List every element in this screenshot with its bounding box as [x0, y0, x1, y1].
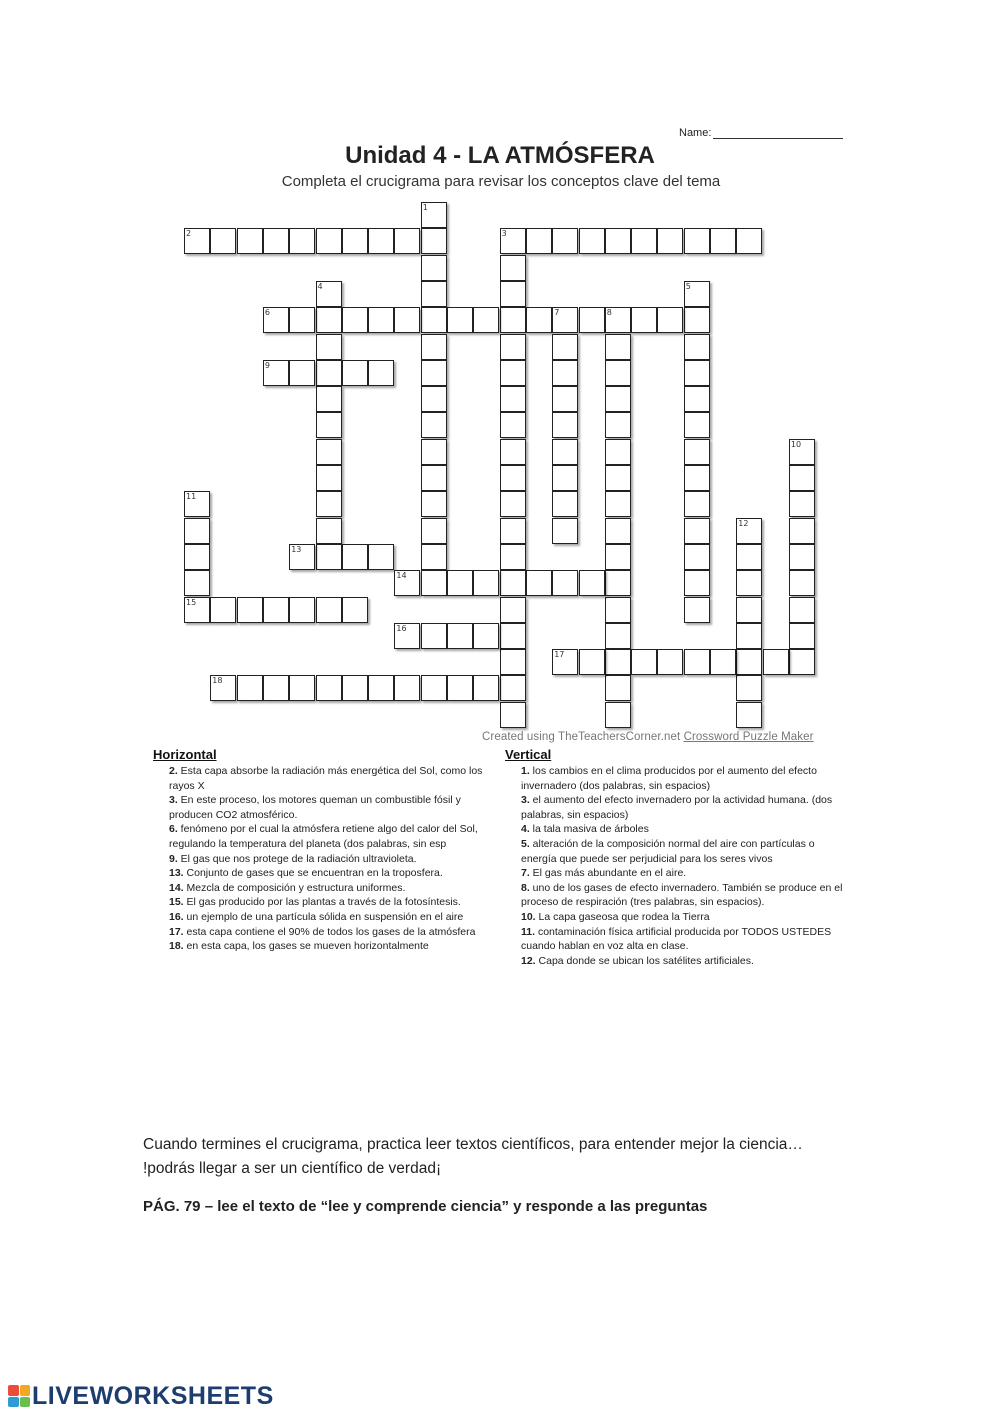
- crossword-cell[interactable]: [526, 307, 552, 333]
- crossword-cell-number: 4: [317, 281, 323, 291]
- vertical-clue-12: [505, 954, 850, 969]
- crossword-cell[interactable]: [605, 544, 631, 570]
- logo-tile-3: [8, 1397, 19, 1408]
- crossword-cell[interactable]: [736, 228, 762, 254]
- crossword-cell[interactable]: [579, 649, 605, 675]
- crossword-cell[interactable]: [500, 623, 526, 649]
- crossword-cell[interactable]: [316, 465, 342, 491]
- crossword-cell[interactable]: [421, 412, 447, 438]
- crossword-cell[interactable]: [657, 307, 683, 333]
- crossword-cell[interactable]: [579, 307, 605, 333]
- crossword-cell[interactable]: [657, 228, 683, 254]
- crossword-cell-number: 14: [396, 571, 407, 581]
- clue-text: contaminación física artificial producida por TODOS USTEDES cuando hablan en voz alta en clase.: [521, 925, 832, 953]
- crossword-cell[interactable]: [421, 202, 447, 228]
- crossword-cell-number: 17: [554, 650, 565, 660]
- crossword-cell[interactable]: [684, 360, 710, 386]
- crossword-cell[interactable]: [316, 360, 342, 386]
- crossword-cell[interactable]: [605, 518, 631, 544]
- crossword-cell-number: 16: [396, 623, 407, 633]
- crossword-cell[interactable]: [342, 307, 368, 333]
- crossword-cell[interactable]: [789, 544, 815, 570]
- crossword-cell[interactable]: [736, 597, 762, 623]
- horizontal-clue-9: [153, 852, 493, 867]
- crossword-cell[interactable]: [184, 518, 210, 544]
- crossword-cell[interactable]: [289, 360, 315, 386]
- crossword-cell[interactable]: [789, 649, 815, 675]
- horizontal-clue-17: [153, 925, 493, 940]
- crossword-cell[interactable]: [684, 518, 710, 544]
- crossword-cell[interactable]: [421, 334, 447, 360]
- crossword-cell[interactable]: [789, 518, 815, 544]
- crossword-cell[interactable]: [552, 491, 578, 517]
- crossword-cell[interactable]: [789, 570, 815, 596]
- clue-text: esta capa contiene el 90% de todos los gases de la atmósfera: [183, 925, 476, 938]
- clue-text: La capa gaseosa que rodea la Tierra: [535, 910, 710, 923]
- crossword-cell[interactable]: [500, 412, 526, 438]
- crossword-cell[interactable]: [263, 360, 289, 386]
- clue-number: 6.: [169, 823, 178, 836]
- crossword-cell[interactable]: [605, 228, 631, 254]
- crossword-cell[interactable]: [552, 360, 578, 386]
- crossword-cell[interactable]: [394, 623, 420, 649]
- horizontal-clue-2: [153, 764, 493, 793]
- vertical-clue-5: [505, 837, 850, 866]
- crossword-cell[interactable]: [316, 307, 342, 333]
- crossword-cell[interactable]: [763, 649, 789, 675]
- crossword-cell[interactable]: [552, 386, 578, 412]
- crossword-cell[interactable]: [316, 334, 342, 360]
- crossword-cell[interactable]: [552, 465, 578, 491]
- crossword-cell[interactable]: [184, 491, 210, 517]
- crossword-cell[interactable]: [473, 675, 499, 701]
- crossword-cell[interactable]: [605, 675, 631, 701]
- logo-tile-1: [8, 1385, 19, 1396]
- clue-text: los cambios en el clima producidos por el aumento del efecto invernadero (dos palabras, sin espacios): [521, 765, 817, 792]
- clue-number: 16.: [169, 910, 184, 923]
- page-subtitle: Completa el crucigrama para revisar los conceptos clave del tema: [281, 173, 721, 190]
- crossword-cell[interactable]: [447, 570, 473, 596]
- crossword-cell[interactable]: [421, 518, 447, 544]
- crossword-cell[interactable]: [789, 597, 815, 623]
- crossword-cell-number: 15: [186, 597, 197, 607]
- crossword-cell[interactable]: [552, 649, 578, 675]
- crossword-cell[interactable]: [263, 307, 289, 333]
- crossword-cell[interactable]: [631, 228, 657, 254]
- crossword-cell[interactable]: [579, 228, 605, 254]
- crossword-cell[interactable]: [736, 649, 762, 675]
- logo-tile-2: [20, 1385, 31, 1396]
- liveworksheets-logo-icon: [8, 1385, 30, 1407]
- crossword-cell[interactable]: [552, 307, 578, 333]
- clue-number: 15.: [169, 896, 184, 909]
- crossword-cell[interactable]: [394, 570, 420, 596]
- crossword-cell[interactable]: [605, 334, 631, 360]
- crossword-cell[interactable]: [684, 439, 710, 465]
- crossword-cell[interactable]: [605, 439, 631, 465]
- logo-tile-4: [20, 1397, 31, 1408]
- crossword-cell[interactable]: [710, 649, 736, 675]
- horizontal-clue-list: [153, 764, 493, 954]
- clue-number: 8.: [521, 881, 530, 894]
- crossword-cell[interactable]: [605, 360, 631, 386]
- crossword-cell[interactable]: [263, 597, 289, 623]
- crossword-cell[interactable]: [447, 623, 473, 649]
- crossword-credit: Created using TheTeachersCorner.net Crossword Puzzle Maker: [482, 731, 814, 743]
- crossword-cell[interactable]: [289, 307, 315, 333]
- clue-text: Esta capa absorbe la radiación más energética del Sol, como los rayos X: [169, 765, 483, 792]
- crossword-cell[interactable]: [736, 702, 762, 728]
- crossword-cell[interactable]: [263, 675, 289, 701]
- page-title: Unidad 4 - LA ATMÓSFERA: [345, 142, 655, 169]
- clue-text: Capa donde se ubican los satélites artificiales.: [535, 954, 754, 967]
- crossword-cell[interactable]: [394, 675, 420, 701]
- clue-text: uno de los gases de efecto invernadero. También se produce en el proceso de respiración (tres palabras, sin espacios).: [521, 881, 843, 909]
- clue-text: El gas más abundante en el aire.: [529, 867, 687, 880]
- crossword-cell[interactable]: [316, 544, 342, 570]
- horizontal-clue-6: [153, 822, 493, 851]
- crossword-cell[interactable]: [237, 597, 263, 623]
- crossword-cell[interactable]: [552, 334, 578, 360]
- crossword-cell[interactable]: [736, 623, 762, 649]
- crossword-cell[interactable]: [526, 570, 552, 596]
- crossword-cell[interactable]: [368, 228, 394, 254]
- crossword-cell[interactable]: [605, 597, 631, 623]
- crossword-cell[interactable]: [289, 597, 315, 623]
- horizontal-clue-15: [153, 895, 493, 910]
- crossword-cell[interactable]: [579, 570, 605, 596]
- crossword-cell[interactable]: [500, 518, 526, 544]
- clue-number: 10.: [521, 910, 536, 923]
- crossword-cell[interactable]: [394, 307, 420, 333]
- vertical-clues-title: Vertical: [505, 747, 552, 762]
- crossword-grid: [184, 202, 814, 730]
- crossword-cell[interactable]: [421, 360, 447, 386]
- horizontal-clue-3: [153, 793, 493, 822]
- clue-number: 2.: [169, 765, 178, 777]
- clue-number: 11.: [521, 925, 536, 938]
- crossword-cell[interactable]: [184, 597, 210, 623]
- clue-number: 3.: [169, 794, 178, 807]
- crossword-cell[interactable]: [684, 281, 710, 307]
- clue-text: el aumento del efecto invernadero por la actividad humana. (dos palabras, sin espacios): [521, 794, 833, 821]
- crossword-cell[interactable]: [605, 465, 631, 491]
- crossword-cell[interactable]: [263, 228, 289, 254]
- crossword-cell[interactable]: [552, 228, 578, 254]
- crossword-cell[interactable]: [500, 702, 526, 728]
- vertical-clues: [505, 747, 850, 968]
- crossword-cell[interactable]: [500, 675, 526, 701]
- crossword-cell[interactable]: [684, 412, 710, 438]
- clue-number: 13.: [169, 867, 184, 880]
- crossword-cell[interactable]: [684, 649, 710, 675]
- crossword-cell[interactable]: [500, 255, 526, 281]
- crossword-cell-number: 6: [264, 308, 270, 318]
- crossword-cell[interactable]: [421, 228, 447, 254]
- crossword-cell[interactable]: [789, 439, 815, 465]
- crossword-cell[interactable]: [421, 386, 447, 412]
- clue-text: alteración de la composición normal del aire con partículas o energía que puede ser perjudicial para los seres vivos: [521, 837, 815, 865]
- crossword-cell[interactable]: [289, 544, 315, 570]
- clue-text: En este proceso, los motores queman un combustible fósil y producen CO2 atmosférico.: [169, 794, 461, 821]
- crossword-cell[interactable]: [684, 228, 710, 254]
- vertical-clue-10: [505, 910, 850, 925]
- name-field: [679, 127, 843, 139]
- vertical-clue-3: [505, 793, 850, 822]
- crossword-cell-number: 12: [738, 518, 749, 528]
- crossword-cell[interactable]: [500, 281, 526, 307]
- clue-number: 7.: [521, 867, 530, 880]
- clue-number: 12.: [521, 954, 536, 967]
- crossword-cell-number: 18: [212, 676, 223, 686]
- crossword-cell[interactable]: [500, 360, 526, 386]
- clue-number: 5.: [521, 837, 530, 850]
- crossword-cell[interactable]: [736, 544, 762, 570]
- crossword-cell[interactable]: [368, 307, 394, 333]
- crossword-cell-number: 2: [186, 229, 192, 239]
- crossword-cell[interactable]: [210, 597, 236, 623]
- name-label: Name:: [679, 127, 712, 139]
- crossword-cell[interactable]: [421, 623, 447, 649]
- crossword-cell[interactable]: [789, 465, 815, 491]
- crossword-cell[interactable]: [473, 623, 499, 649]
- crossword-cell[interactable]: [316, 439, 342, 465]
- crossword-cell-number: 3: [501, 229, 507, 239]
- crossword-cell[interactable]: [552, 570, 578, 596]
- liveworksheets-logo: [8, 1381, 274, 1411]
- crossword-cell[interactable]: [184, 570, 210, 596]
- crossword-cell-number: 7: [554, 308, 560, 318]
- clue-number: 1.: [521, 765, 530, 777]
- crossword-cell[interactable]: [526, 228, 552, 254]
- clue-number: 17.: [169, 925, 184, 938]
- crossword-cell[interactable]: [684, 386, 710, 412]
- crossword-cell[interactable]: [316, 597, 342, 623]
- crossword-cell[interactable]: [684, 570, 710, 596]
- crossword-cell[interactable]: [368, 360, 394, 386]
- crossword-cell[interactable]: [500, 307, 526, 333]
- crossword-cell[interactable]: [316, 386, 342, 412]
- crossword-cell[interactable]: [316, 518, 342, 544]
- crossword-cell[interactable]: [605, 649, 631, 675]
- crossword-cell[interactable]: [289, 675, 315, 701]
- crossword-cell[interactable]: [736, 675, 762, 701]
- crossword-cell[interactable]: [684, 334, 710, 360]
- crossword-cell[interactable]: [210, 228, 236, 254]
- crossword-cell[interactable]: [605, 623, 631, 649]
- crossword-cell[interactable]: [684, 465, 710, 491]
- clue-text: Mezcla de composición y estructura uniformes.: [183, 881, 406, 894]
- vertical-clue-8: [505, 881, 850, 910]
- crossword-cell[interactable]: [237, 228, 263, 254]
- instructions-paragraph: Cuando termines el crucigrama, practica leer textos científicos, para entender mejor la ciencia… !podrás llegar a ser un científico de verdad¡: [143, 1136, 803, 1177]
- crossword-cell[interactable]: [657, 649, 683, 675]
- crossword-cell[interactable]: [342, 228, 368, 254]
- crossword-cell[interactable]: [210, 675, 236, 701]
- clue-number: 14.: [169, 881, 184, 894]
- crossword-cell[interactable]: [710, 228, 736, 254]
- clue-number: 3.: [521, 794, 530, 807]
- crossword-cell[interactable]: [552, 518, 578, 544]
- crossword-cell[interactable]: [342, 360, 368, 386]
- horizontal-clue-18: [153, 939, 493, 954]
- horizontal-clue-13: [153, 866, 493, 881]
- horizontal-clues-title: Horizontal: [153, 747, 217, 762]
- clue-number: 18.: [169, 940, 184, 953]
- crossword-cell[interactable]: [421, 465, 447, 491]
- crossword-cell[interactable]: [789, 623, 815, 649]
- crossword-cell[interactable]: [421, 675, 447, 701]
- crossword-cell[interactable]: [605, 412, 631, 438]
- crossword-cell[interactable]: [473, 307, 499, 333]
- crossword-cell[interactable]: [421, 544, 447, 570]
- crossword-cell[interactable]: [316, 675, 342, 701]
- crossword-cell[interactable]: [736, 570, 762, 596]
- crossword-cell[interactable]: [237, 675, 263, 701]
- crossword-cell-number: 11: [186, 492, 197, 502]
- clue-text: la tala masiva de árboles: [529, 823, 649, 836]
- crossword-cell[interactable]: [631, 307, 657, 333]
- crossword-cell[interactable]: [368, 544, 394, 570]
- crossword-cell[interactable]: [421, 255, 447, 281]
- vertical-clue-7: [505, 866, 850, 881]
- vertical-clue-11: [505, 925, 850, 954]
- crossword-cell[interactable]: [421, 570, 447, 596]
- crossword-cell[interactable]: [421, 281, 447, 307]
- crossword-cell[interactable]: [500, 334, 526, 360]
- crossword-cell[interactable]: [342, 675, 368, 701]
- vertical-clue-4: [505, 822, 850, 837]
- crossword-cell[interactable]: [684, 544, 710, 570]
- clue-number: 9.: [169, 852, 178, 865]
- crossword-maker-link[interactable]: Crossword Puzzle Maker: [683, 731, 814, 743]
- crossword-cell[interactable]: [552, 412, 578, 438]
- crossword-cell[interactable]: [605, 386, 631, 412]
- crossword-cell[interactable]: [289, 228, 315, 254]
- crossword-cell[interactable]: [631, 649, 657, 675]
- crossword-cell-number: 9: [264, 360, 270, 370]
- crossword-cell[interactable]: [447, 307, 473, 333]
- clue-text: un ejemplo de una partícula sólida en suspensión en el aire: [183, 910, 464, 923]
- crossword-cell[interactable]: [421, 491, 447, 517]
- liveworksheets-logo-text: LIVEWORKSHEETS: [32, 1381, 274, 1410]
- crossword-cell[interactable]: [605, 307, 631, 333]
- crossword-cell[interactable]: [316, 228, 342, 254]
- crossword-cell[interactable]: [500, 649, 526, 675]
- crossword-cell[interactable]: [316, 281, 342, 307]
- instructions-task: PÁG. 79 – lee el texto de “lee y comprende ciencia” y responde a las preguntas: [143, 1198, 708, 1215]
- crossword-cell[interactable]: [184, 228, 210, 254]
- crossword-cell[interactable]: [500, 491, 526, 517]
- crossword-cell-number: 1: [422, 203, 428, 212]
- horizontal-clues: [153, 747, 493, 954]
- horizontal-clue-14: [153, 881, 493, 896]
- crossword-cell[interactable]: [789, 491, 815, 517]
- crossword-cell-number: 8: [606, 308, 612, 318]
- crossword-cell[interactable]: [500, 544, 526, 570]
- vertical-clue-1: [505, 764, 850, 793]
- crossword-cell[interactable]: [500, 439, 526, 465]
- crossword-cell[interactable]: [684, 491, 710, 517]
- crossword-cell[interactable]: [316, 412, 342, 438]
- crossword-cell[interactable]: [184, 544, 210, 570]
- crossword-cell[interactable]: [421, 307, 447, 333]
- crossword-cell[interactable]: [605, 702, 631, 728]
- crossword-cell-number: 13: [291, 544, 302, 554]
- clue-text: El gas producido por las plantas a través de la fotosíntesis.: [183, 896, 461, 909]
- crossword-cell[interactable]: [473, 570, 499, 596]
- crossword-cell-number: 5: [685, 281, 691, 291]
- crossword-cell[interactable]: [552, 439, 578, 465]
- crossword-cell[interactable]: [500, 228, 526, 254]
- crossword-cell[interactable]: [736, 518, 762, 544]
- crossword-cell[interactable]: [605, 570, 631, 596]
- crossword-cell[interactable]: [447, 675, 473, 701]
- crossword-cell[interactable]: [500, 570, 526, 596]
- crossword-cell[interactable]: [500, 465, 526, 491]
- crossword-cell[interactable]: [684, 307, 710, 333]
- crossword-cell[interactable]: [394, 228, 420, 254]
- crossword-cell[interactable]: [500, 386, 526, 412]
- crossword-cell[interactable]: [342, 544, 368, 570]
- name-blank-line[interactable]: [713, 127, 843, 139]
- crossword-cell[interactable]: [368, 675, 394, 701]
- clue-text: El gas que nos protege de la radiación ultravioleta.: [177, 852, 417, 865]
- crossword-cell[interactable]: [421, 439, 447, 465]
- crossword-cell[interactable]: [342, 597, 368, 623]
- horizontal-clue-16: [153, 910, 493, 925]
- clue-number: 4.: [521, 823, 530, 836]
- crossword-cell[interactable]: [605, 491, 631, 517]
- clue-text: en esta capa, los gases se mueven horizontalmente: [183, 940, 429, 953]
- clue-text: fenómeno por el cual la atmósfera retiene algo del calor del Sol, regulando la temperatura del planeta (dos palabras, sin esp: [169, 823, 478, 850]
- clue-text: Conjunto de gases que se encuentran en la troposfera.: [183, 867, 443, 880]
- crossword-cell[interactable]: [316, 491, 342, 517]
- vertical-clue-list: [505, 764, 850, 968]
- crossword-cell-number: 10: [790, 439, 802, 449]
- crossword-cell[interactable]: [684, 597, 710, 623]
- crossword-cell[interactable]: [500, 597, 526, 623]
